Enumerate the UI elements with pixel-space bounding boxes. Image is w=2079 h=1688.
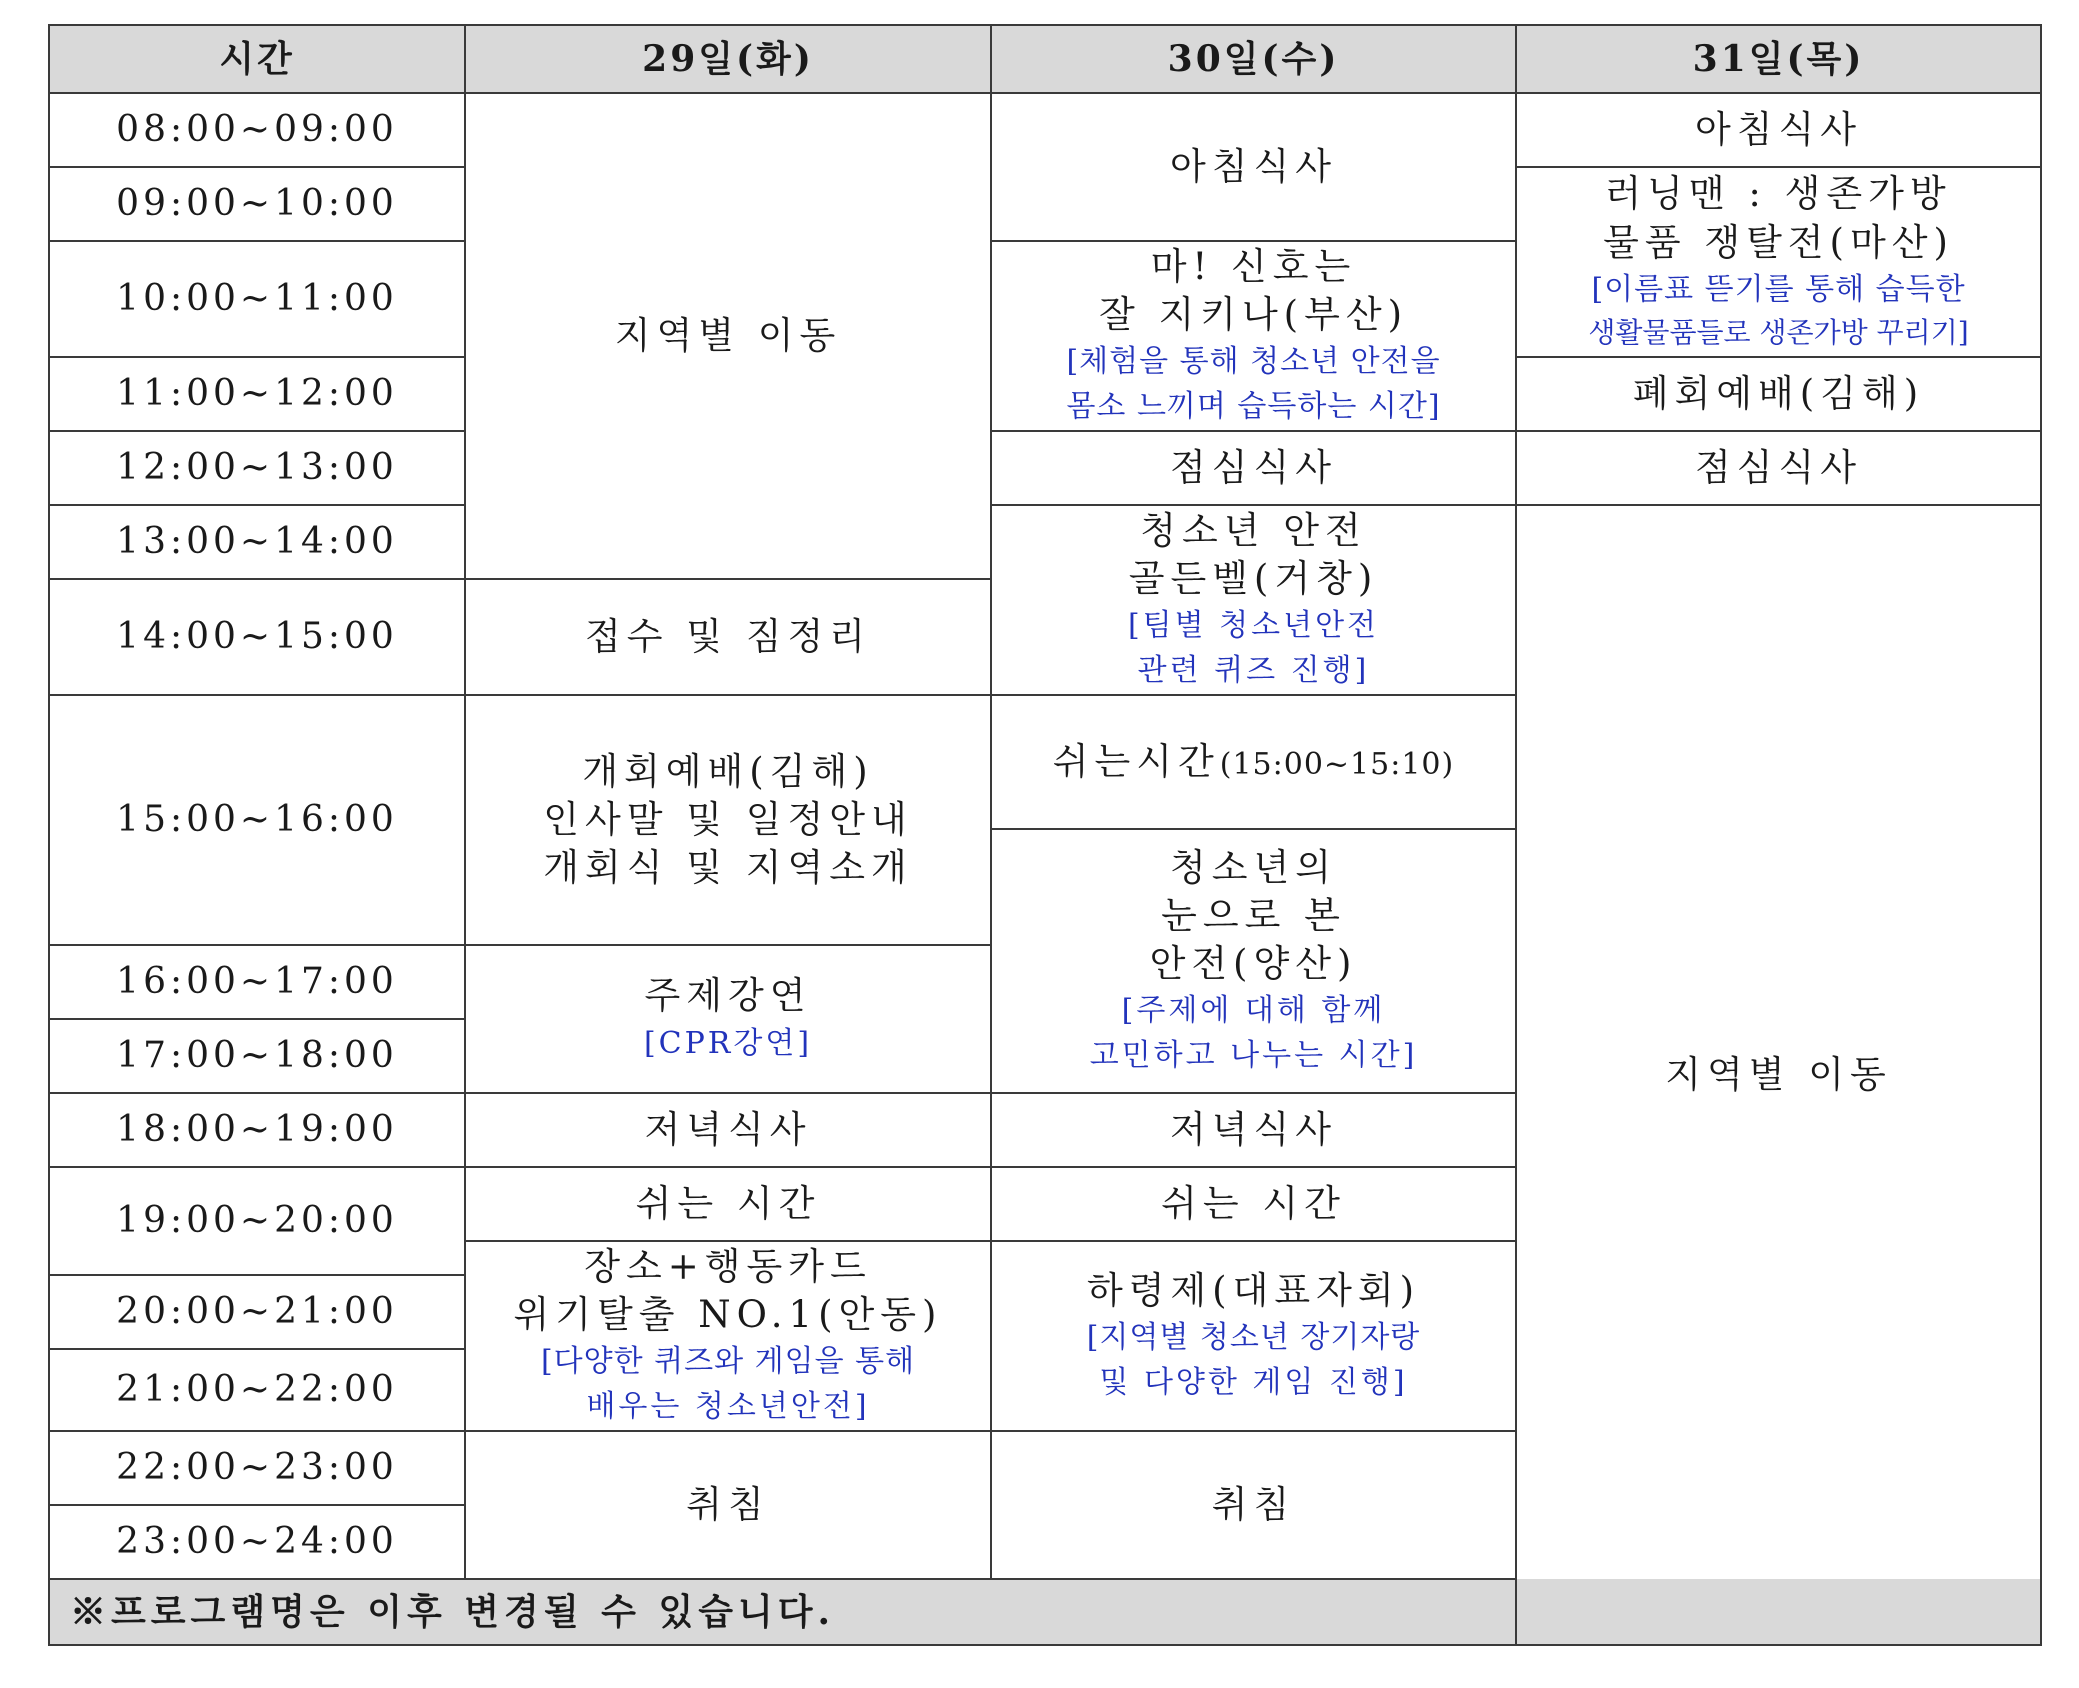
day1-opening: 개회예배(김해) 인사말 및 일정안내 개회식 및 지역소개: [465, 695, 991, 945]
time-cell: 12:00~13:00: [49, 431, 465, 505]
day3-lunch: 점심식사: [1516, 431, 2041, 505]
time-cell: 15:00~16:00: [49, 695, 465, 945]
time-cell: 14:00~15:00: [49, 579, 465, 695]
time-cell: 23:00~24:00: [49, 1505, 465, 1579]
day2-dinner: 저녁식사: [991, 1093, 1516, 1167]
header-time: 시간: [49, 25, 465, 93]
day1-sleep: 취침: [465, 1431, 991, 1579]
day1-checkin: 접수 및 짐정리: [465, 579, 991, 695]
header-day2: 30일(수): [991, 25, 1516, 93]
time-cell: 21:00~22:00: [49, 1349, 465, 1431]
day3-closing-worship: 폐회예배(김해): [1516, 357, 2041, 431]
day2-breakfast: 아침식사: [991, 93, 1516, 241]
time-cell: 13:00~14:00: [49, 505, 465, 579]
day3-running-man: 러닝맨 : 생존가방 물품 쟁탈전(마산) [이름표 뜯기를 통해 습득한 생활물품들로 생존가방 꾸리기]: [1516, 167, 2041, 357]
day1-rest: 쉬는 시간: [465, 1167, 991, 1241]
day1-lecture: 주제강연 [CPR강연]: [465, 945, 991, 1093]
header-day1: 29일(화): [465, 25, 991, 93]
time-cell: 09:00~10:00: [49, 167, 465, 241]
day3-breakfast: 아침식사: [1516, 93, 2041, 167]
day2-sleep: 취침: [991, 1431, 1516, 1579]
time-cell: 10:00~11:00: [49, 241, 465, 357]
time-cell: 11:00~12:00: [49, 357, 465, 431]
time-cell: 18:00~19:00: [49, 1093, 465, 1167]
day2-golden-bell: 청소년 안전 골든벨(거창) [팀별 청소년안전 관련 퀴즈 진행]: [991, 505, 1516, 695]
time-cell: 08:00~09:00: [49, 93, 465, 167]
day2-break: 쉬는시간(15:00~15:10): [991, 695, 1516, 829]
day2-lunch: 점심식사: [991, 431, 1516, 505]
day2-summer-festival: 하령제(대표자회) [지역별 청소년 장기자랑 및 다양한 게임 진행]: [991, 1241, 1516, 1431]
time-cell: 22:00~23:00: [49, 1431, 465, 1505]
day1-move: 지역별 이동: [465, 93, 991, 579]
time-cell: 19:00~20:00: [49, 1167, 465, 1275]
header-day3: 31일(목): [1516, 25, 2041, 93]
footer-note: ※프로그램명은 이후 변경될 수 있습니다.: [49, 1579, 2041, 1645]
day2-rest: 쉬는 시간: [991, 1167, 1516, 1241]
time-cell: 20:00~21:00: [49, 1275, 465, 1349]
day2-signal: 마! 신호는 잘 지키나(부산) [체험을 통해 청소년 안전을 몸소 느끼며 습득하는 시간]: [991, 241, 1516, 431]
day2-youth-eyes: 청소년의 눈으로 본 안전(양산) [주제에 대해 함께 고민하고 나누는 시간]: [991, 829, 1516, 1093]
day1-crisis-escape: 장소+행동카드 위기탈출 NO.1(안동) [다양한 퀴즈와 게임을 통해 배우는 청소년안전]: [465, 1241, 991, 1431]
day3-move: 지역별 이동: [1516, 505, 2041, 1645]
schedule-table: [48, 24, 2042, 1646]
day1-dinner: 저녁식사: [465, 1093, 991, 1167]
time-cell: 16:00~17:00: [49, 945, 465, 1019]
time-cell: 17:00~18:00: [49, 1019, 465, 1093]
